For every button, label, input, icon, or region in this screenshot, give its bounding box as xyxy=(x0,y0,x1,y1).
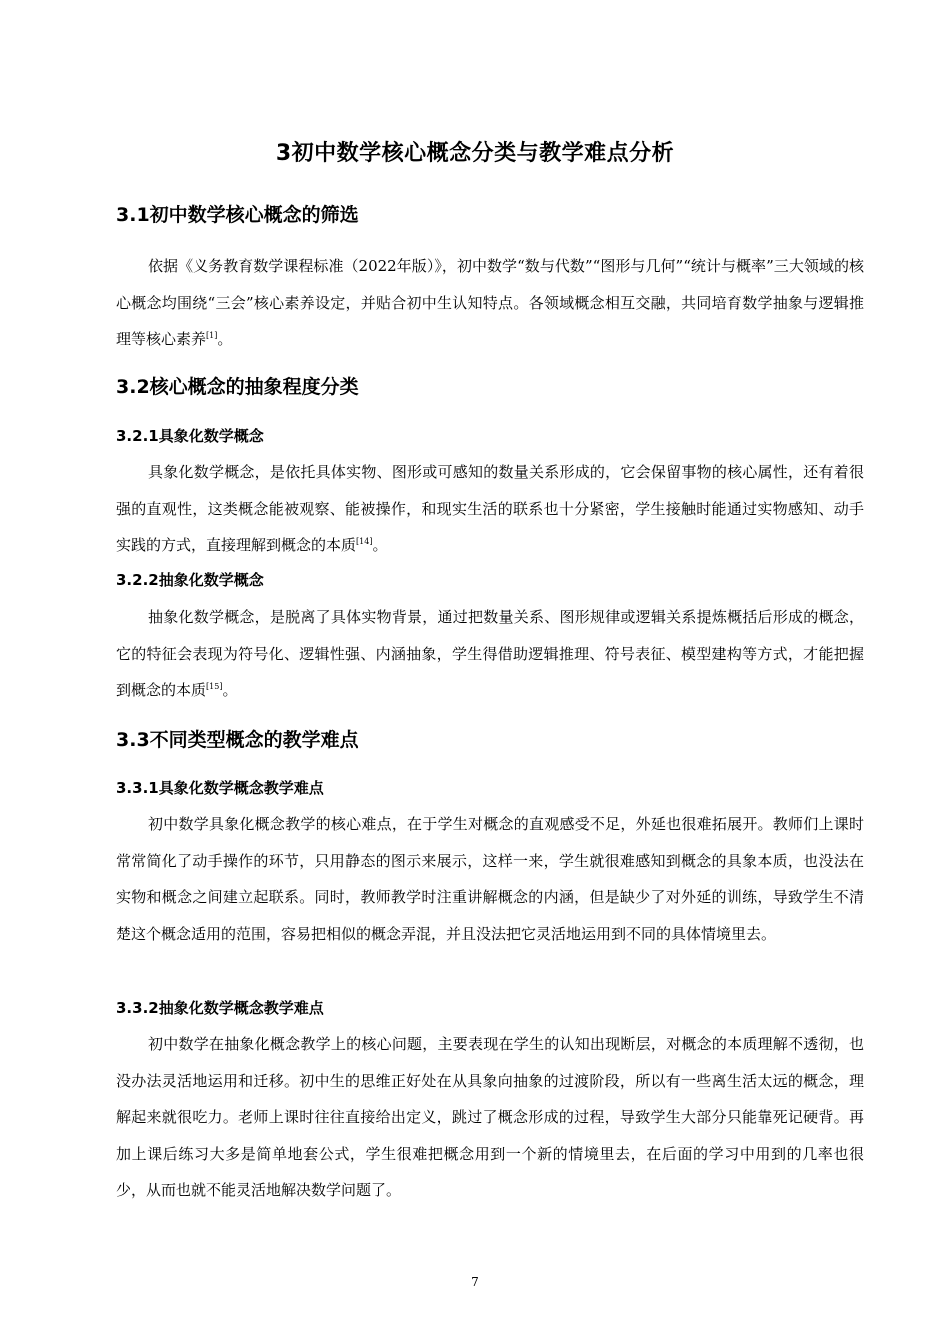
paragraph-ending: 。 xyxy=(222,681,238,699)
section-heading-3-2: 3.2核心概念的抽象程度分类 xyxy=(116,376,359,398)
citation-marker: [1] xyxy=(206,331,218,340)
subsection-3-2-2-paragraph xyxy=(116,599,864,709)
citation-marker: [14] xyxy=(356,537,373,546)
subsection-3-3-1-paragraph: 初中数学具象化概念教学的核心难点，在于学生对概念的直观感受不足，外延也很难拓展开。教师们上课时常常简化了动手操作的环节，只用静态的图示来展示，这样一来，学生就很难感知到概念的具象本质，也没法在实物和概念之间建立起联系。同时，教师教学时注重讲解概念的内涵，但是缺少了对外延的训练，导致学生不清楚这个概念适用的范围，容易把相似的概念弄混，并且没法把它灵活地运用到不同的具体情境里去。 xyxy=(116,815,864,943)
citation-marker: [15] xyxy=(206,682,223,691)
subsection-heading-3-2-1: 3.2.1具象化数学概念 xyxy=(116,427,264,445)
subsection-heading-3-2-2: 3.2.2抽象化数学概念 xyxy=(116,571,264,589)
subsection-heading-3-3-1: 3.3.1具象化数学概念教学难点 xyxy=(116,779,324,797)
paragraph-ending: 。 xyxy=(372,536,388,554)
subsection-3-2-1-paragraph xyxy=(116,454,864,564)
chapter-title: 3初中数学核心概念分类与教学难点分析 xyxy=(275,141,675,166)
paragraph-text: 依据《义务教育数学课程标准（2022年版）》，初中数学“数与代数”“图形与几何”“统计与概率”三大领域的核心概念均围绕“三会”核心素养设定，并贴合初中生认知特点。各领域概念相互交融，共同培育数学抽象与逻辑推理等核心素养 xyxy=(116,257,864,348)
paragraph-ending: 。 xyxy=(217,330,233,348)
section-3-1-paragraph xyxy=(116,248,864,358)
subsection-3-3-2-paragraph: 初中数学在抽象化概念教学上的核心问题，主要表现在学生的认知出现断层，对概念的本质理解不透彻，也没办法灵活地运用和迁移。初中生的思维正好处在从具象向抽象的过渡阶段，所以有一些离生活太远的概念，理解起来就很吃力。老师上课时往往直接给出定义，跳过了概念形成的过程，导致学生大部分只能靠死记硬背。再加上课后练习大多是简单地套公式，学生很难把概念用到一个新的情境里去，在后面的学习中用到的几率也很少，从而也就不能灵活地解决数学问题了。 xyxy=(116,1035,864,1199)
section-heading-3-1: 3.1初中数学核心概念的筛选 xyxy=(116,204,359,226)
subsection-heading-3-3-2: 3.3.2抽象化数学概念教学难点 xyxy=(116,999,324,1017)
section-heading-3-3: 3.3不同类型概念的教学难点 xyxy=(116,729,359,751)
paragraph-text: 具象化数学概念，是依托具体实物、图形或可感知的数量关系形成的，它会保留事物的核心属性，还有着很强的直观性，这类概念能被观察、能被操作，和现实生活的联系也十分紧密，学生接触时能通过实物感知、动手实践的方式，直接理解到概念的本质 xyxy=(116,463,864,554)
page-number: 7 xyxy=(471,1275,479,1289)
paragraph-text: 抽象化数学概念，是脱离了具体实物背景，通过把数量关系、图形规律或逻辑关系提炼概括后形成的概念，它的特征会表现为符号化、逻辑性强、内涵抽象，学生得借助逻辑推理、符号表征、模型建构等方式，才能把握到概念的本质 xyxy=(116,608,864,699)
